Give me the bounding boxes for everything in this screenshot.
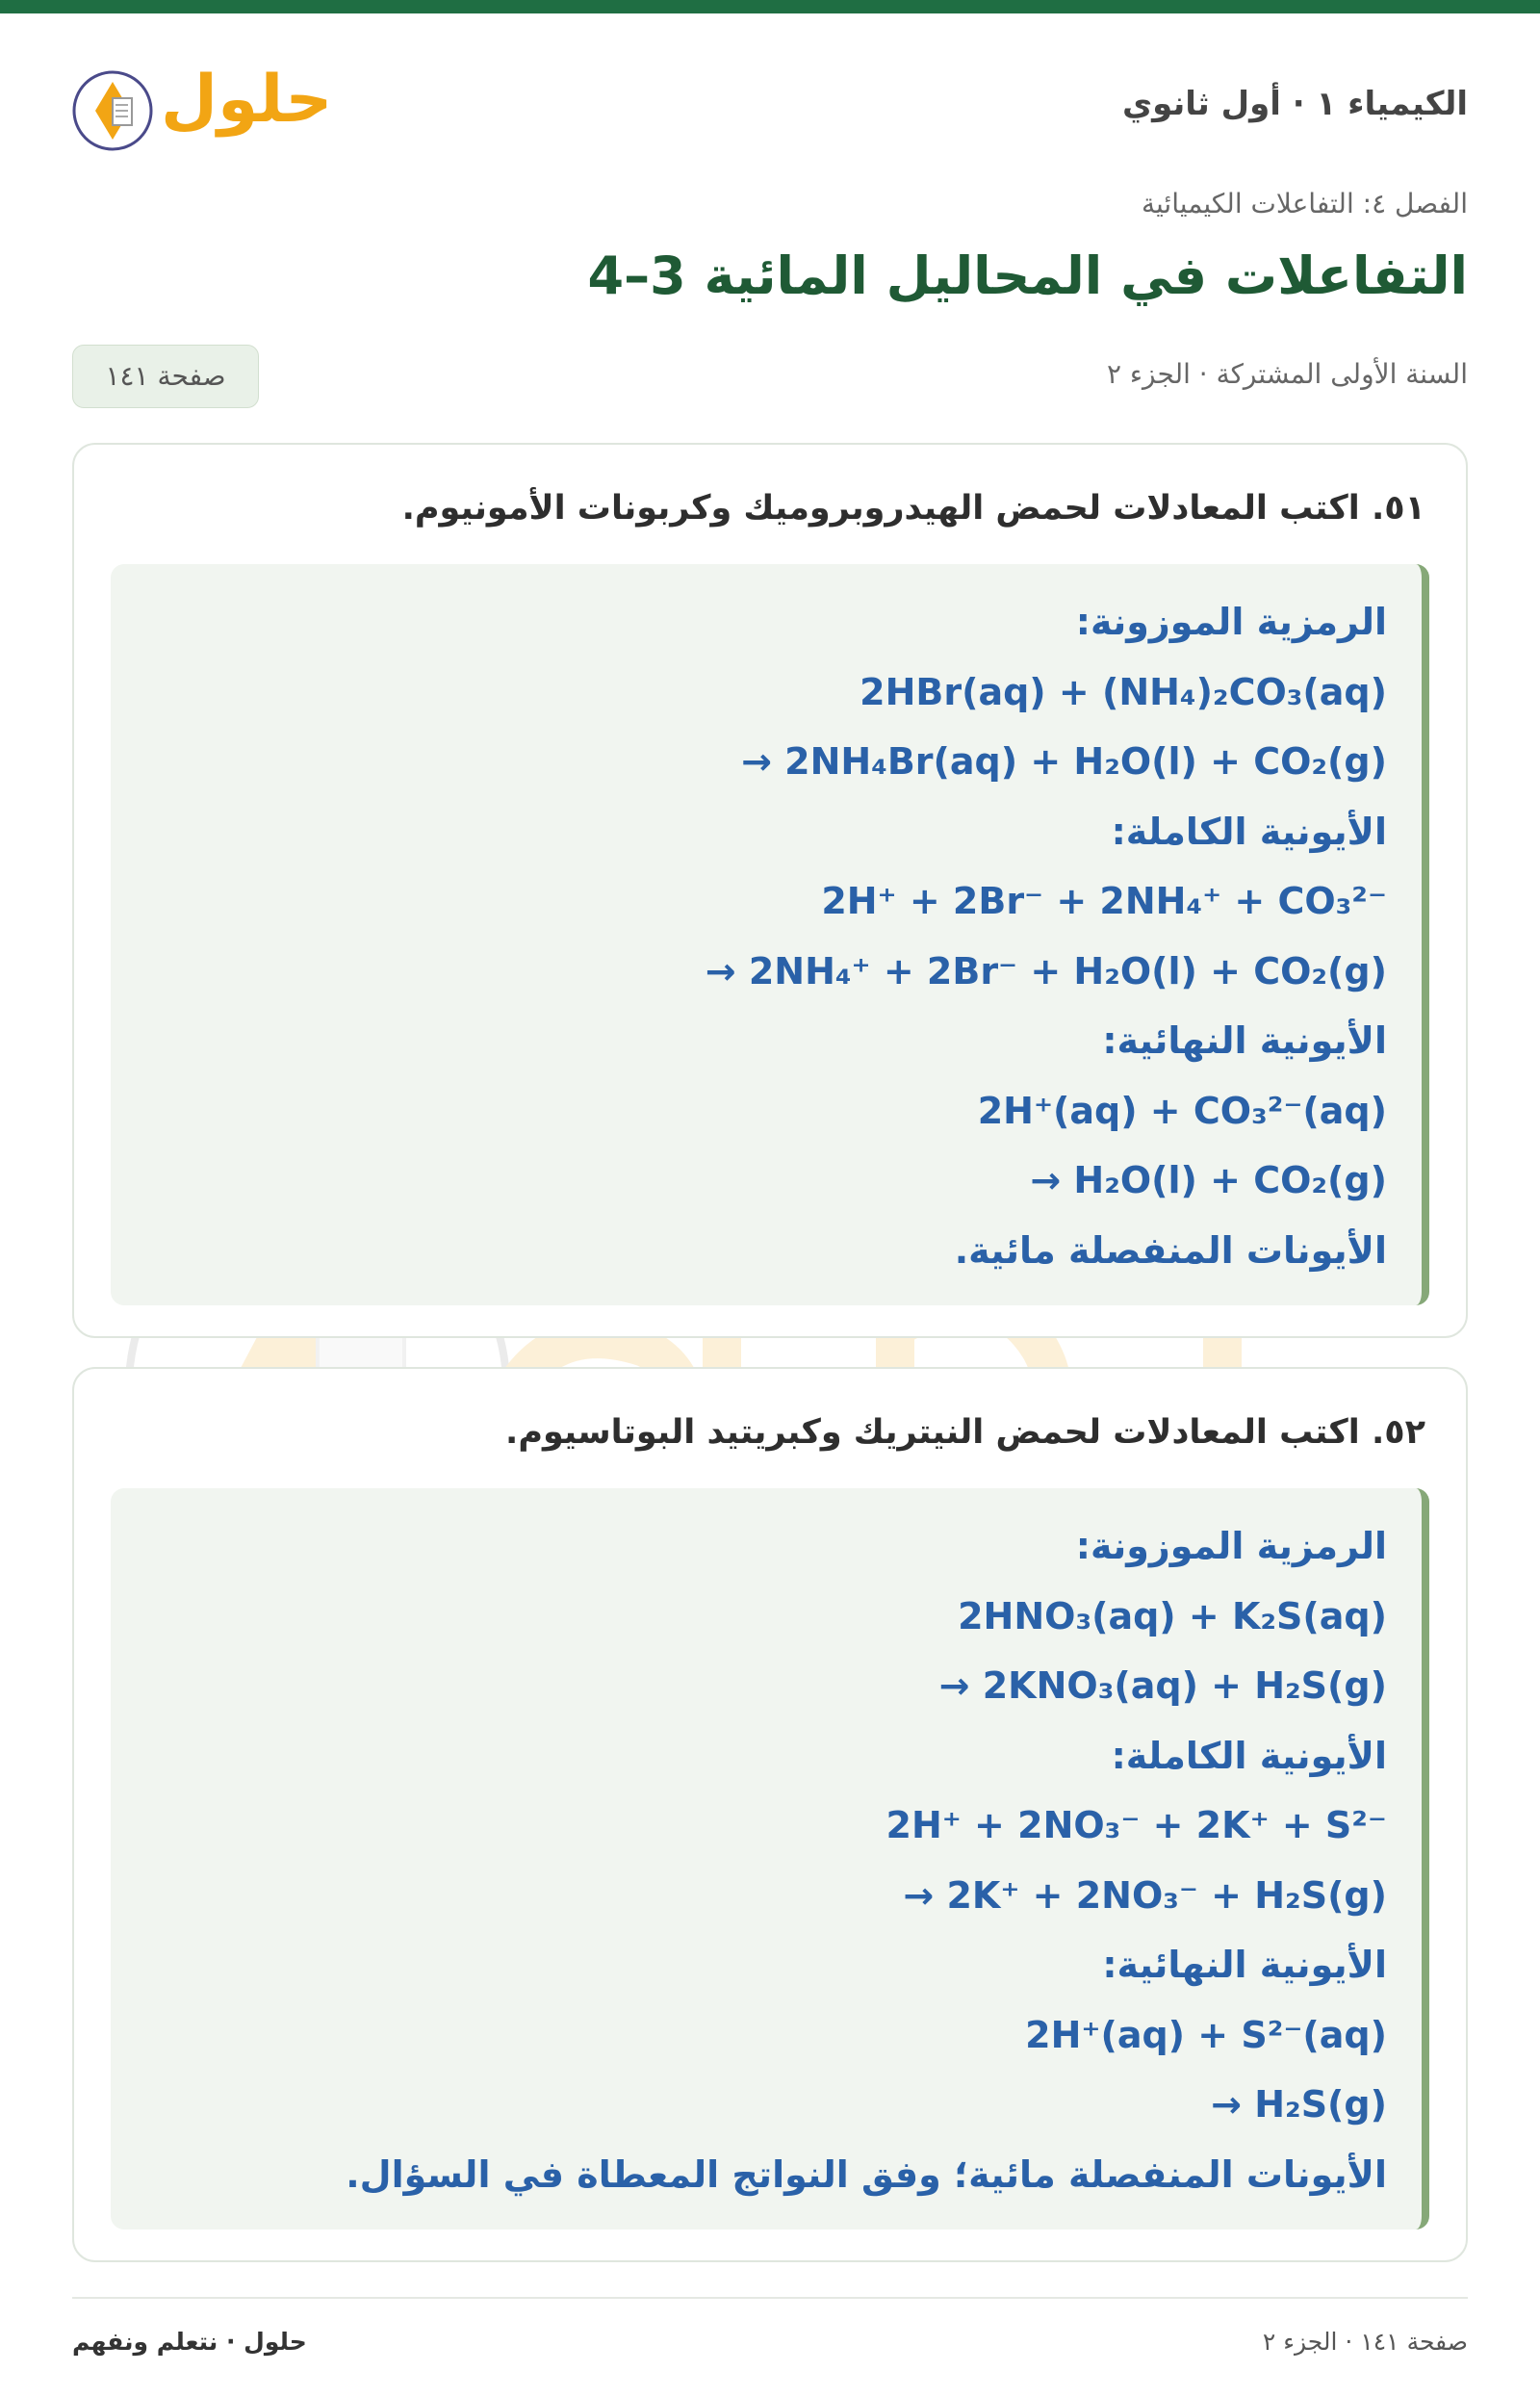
page-badge: صفحة ١٤١ [72,345,259,408]
chapter-label: الفصل ٤: التفاعلات الكيميائية [1141,188,1468,219]
top-accent-bar [0,0,1540,13]
equation-line: → 2NH₄Br(aq) + H₂O(l) + CO₂(g) [741,740,1387,783]
brand-logo [72,58,332,164]
answer-heading: الرمزية الموزونة: [1075,1525,1387,1567]
answer-heading: الرمزية الموزونة: [1075,601,1387,643]
equation-line: 2HNO₃(aq) + K₂S(aq) [958,1594,1387,1637]
footer-brand: حلول · نتعلم ونفهم [72,2328,307,2356]
answer-box [111,1488,1429,2229]
answer-heading: الأيونية الكاملة: [1111,1734,1387,1777]
page-header [72,58,1468,164]
question-text: ٥٢. اكتب المعادلات لحمض النيتريك وكبريتيد البوتاسيوم. [505,1413,1425,1452]
meta-row [72,345,1468,408]
answer-heading: الأيونية الكاملة: [1111,810,1387,853]
answer-heading: الأيونية النهائية: [1102,1019,1387,1062]
equation-line: → 2K⁺ + 2NO₃⁻ + H₂S(g) [903,1873,1387,1917]
equation-line: 2H⁺ + 2Br⁻ + 2NH₄⁺ + CO₃²⁻ [821,880,1387,922]
answer-box [111,564,1429,1305]
footer-page-info: صفحة ١٤١ · الجزء ٢ [1262,2328,1468,2356]
page-title: التفاعلات في المحاليل المائية 3–4 [587,245,1468,306]
answer-heading: الأيونية النهائية: [1102,1944,1387,1986]
question-card-52 [72,1367,1468,2262]
equation-line: 2H⁺(aq) + CO₃²⁻(aq) [977,1089,1387,1132]
answer-note: الأيونات المنفصلة مائية؛ وفق النواتج المعطاة في السؤال. [346,2152,1387,2196]
question-card-51 [72,443,1468,1338]
answer-note: الأيونات المنفصلة مائية. [954,1228,1387,1272]
logo-text: حلول [161,62,333,138]
equation-line: → H₂O(l) + CO₂(g) [1030,1159,1387,1201]
year-label: السنة الأولى المشتركة · الجزء ٢ [1106,358,1468,390]
equation-line: → 2NH₄⁺ + 2Br⁻ + H₂O(l) + CO₂(g) [705,949,1387,992]
equation-line: 2HBr(aq) + (NH₄)₂CO₃(aq) [860,670,1387,713]
equation-line: → 2KNO₃(aq) + H₂S(g) [938,1664,1387,1707]
equation-line: 2H⁺(aq) + S²⁻(aq) [1025,2013,1387,2056]
question-text: ٥١. اكتب المعادلات لحمض الهيدروبروميك وكربونات الأمونيوم. [401,489,1425,528]
equation-line: → H₂S(g) [1211,2083,1387,2126]
footer-divider [72,2297,1468,2299]
equation-line: 2H⁺ + 2NO₃⁻ + 2K⁺ + S²⁻ [886,1804,1387,1846]
subject-label: الكيمياء ١ · أول ثانوي [1122,85,1468,123]
